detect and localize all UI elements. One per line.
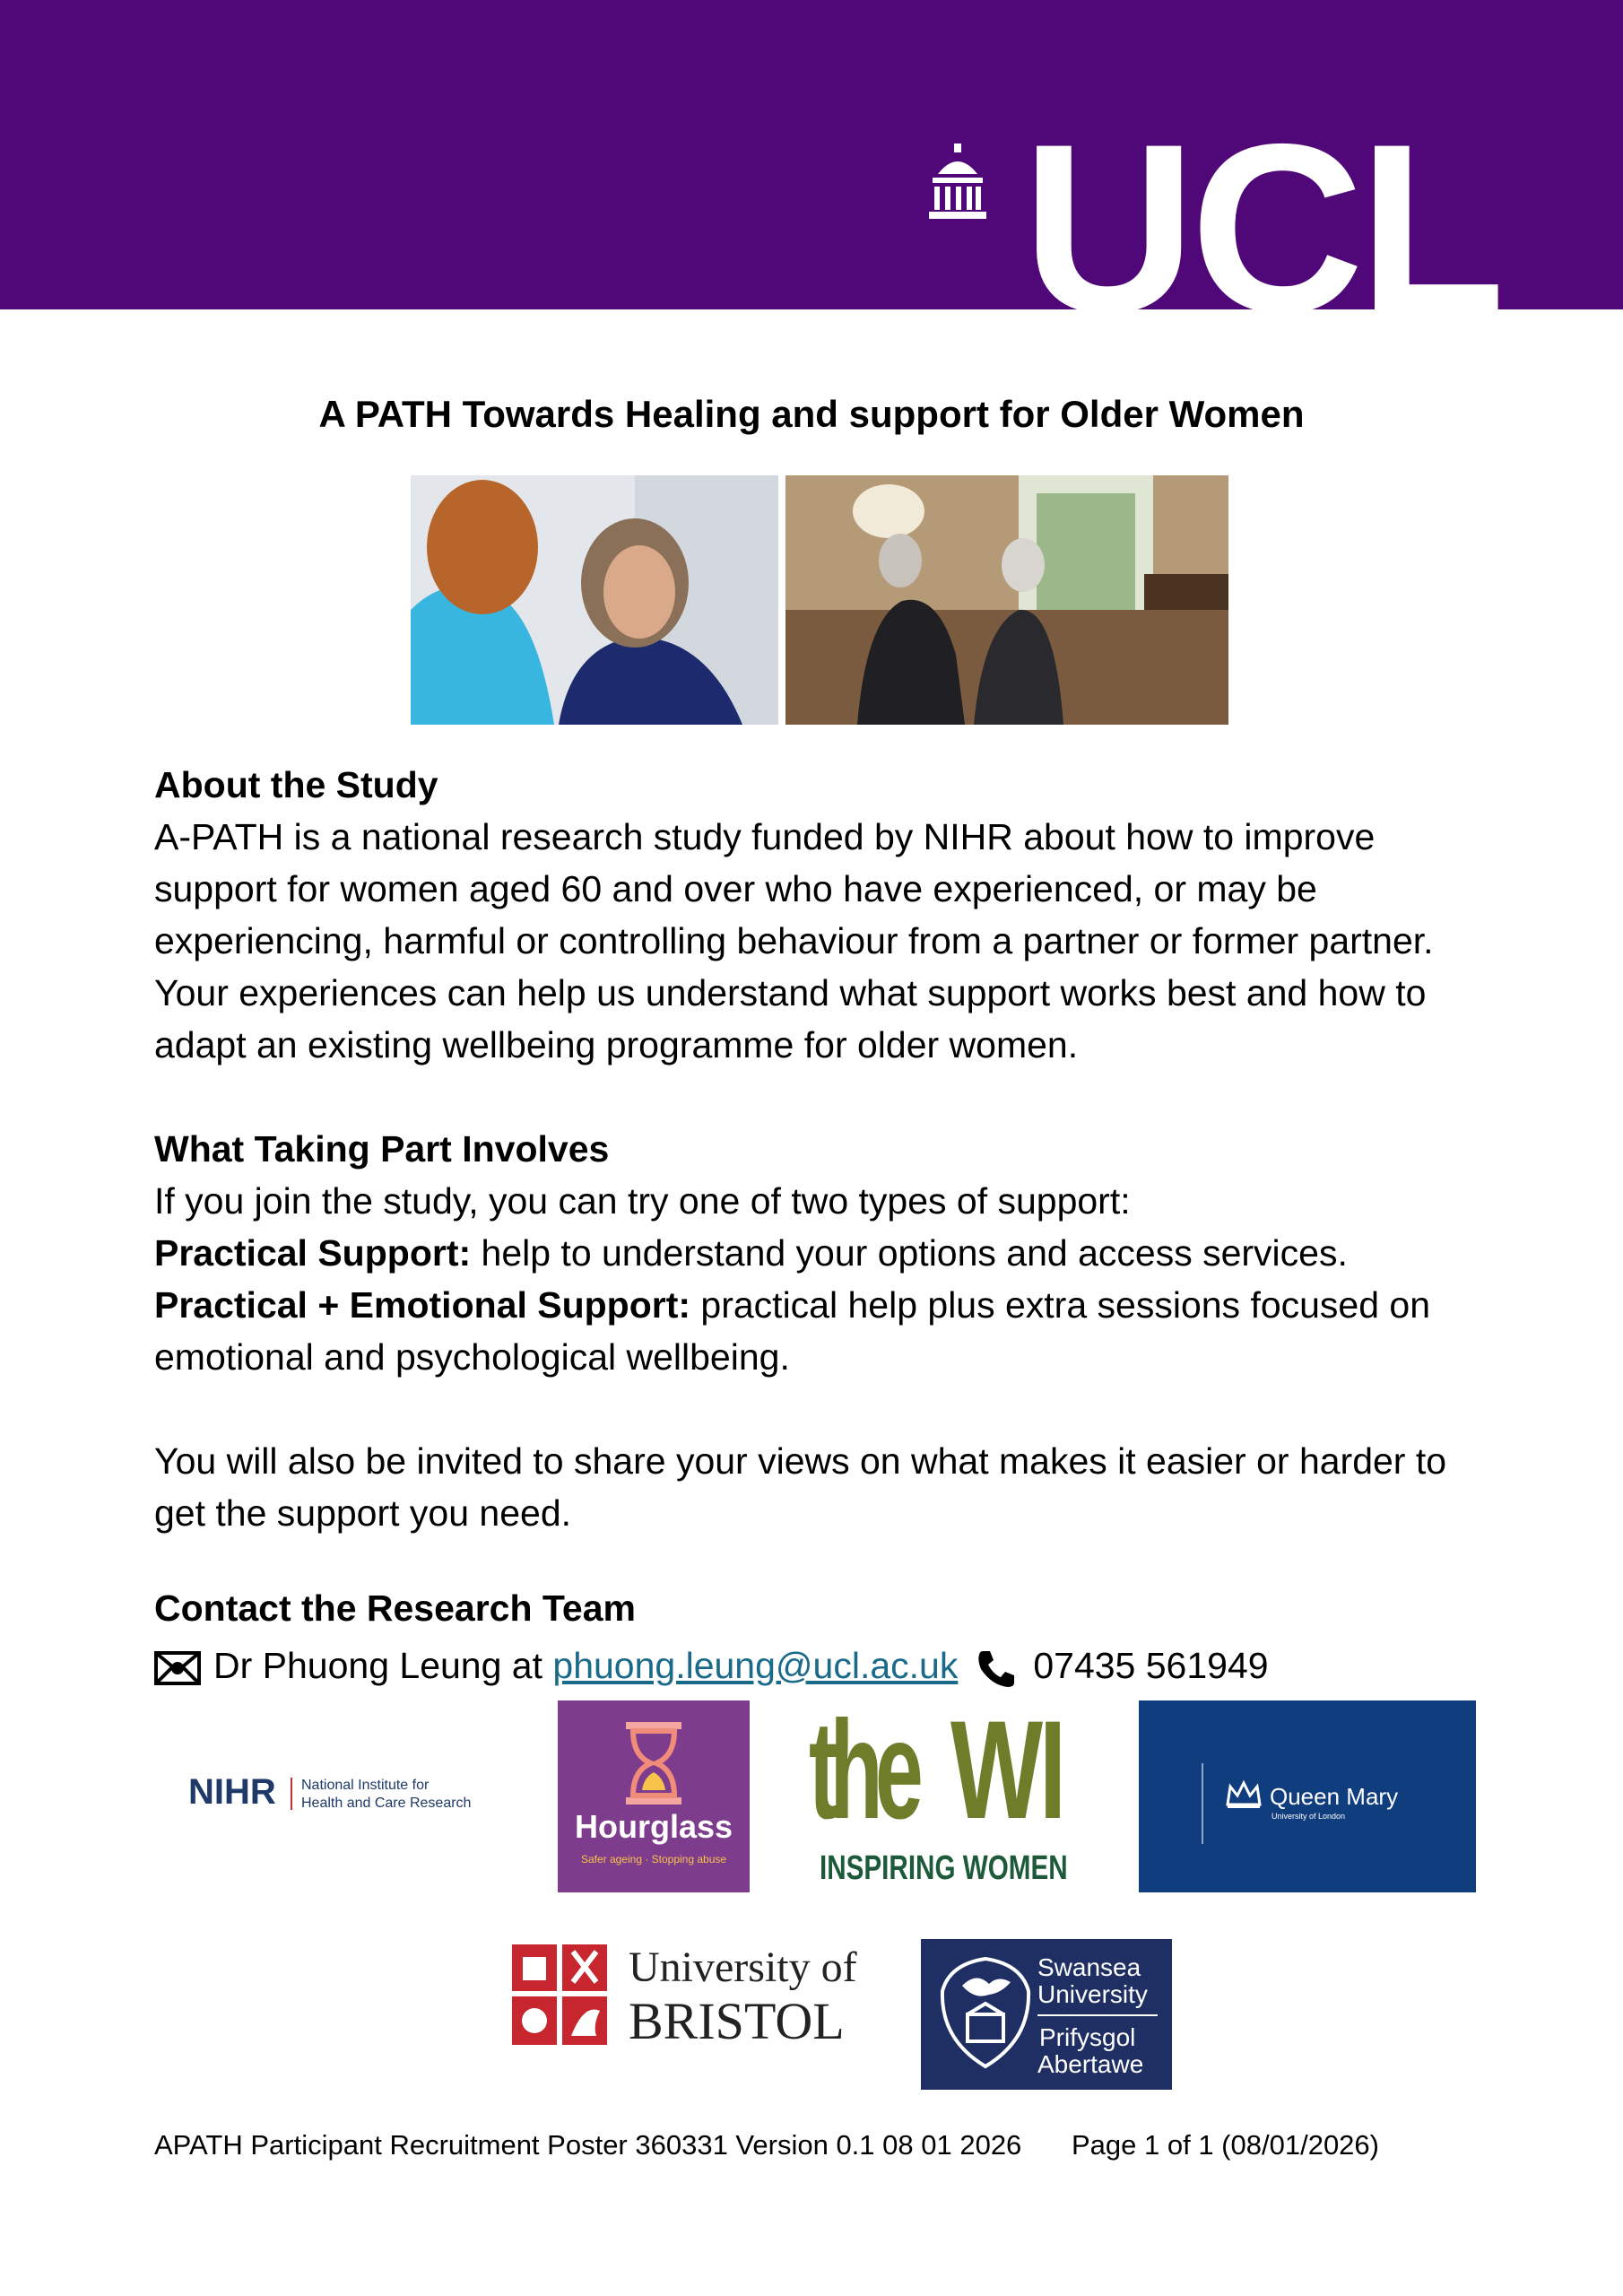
swansea-crest-icon	[935, 1955, 1036, 2070]
bristol-logo	[507, 1939, 883, 2050]
phone-icon	[976, 1648, 1017, 1689]
nihr-logo	[188, 1767, 484, 1830]
contact-section	[154, 1582, 1499, 1634]
wi-logo-the: the	[809, 1692, 916, 1848]
footer-page: Page 1 of 1 (08/01/2026)	[1072, 2129, 1379, 2161]
option-practical-text: help to understand your options and access services.	[471, 1232, 1348, 1274]
photo-two-women-talking	[785, 475, 1228, 725]
ucl-portico-icon	[925, 144, 990, 221]
queen-mary-logo	[1139, 1700, 1476, 1892]
about-body: A-PATH is a national research study funded by NIHR about how to improve support for women aged 60 and over who have experienced, or may be experiencing, harmful or controlling behaviour from a partner or former partner. Your experiences can help us understand what support works best and how to adapt an existing wellbeing programme for older women.	[154, 816, 1434, 1065]
crown-icon	[1225, 1779, 1263, 1810]
involves-heading: What Taking Part Involves	[154, 1128, 610, 1170]
option-practical	[154, 1227, 1499, 1279]
swansea-logo	[921, 1939, 1172, 2090]
bristol-line2: BRISTOL	[629, 1992, 845, 2050]
bristol-line1: University of	[629, 1944, 857, 1991]
views-text: You will also be invited to share your views on what makes it easier or harder to get the support you need.	[154, 1440, 1447, 1534]
ucl-logo-text: UCL	[1022, 93, 1500, 362]
queen-mary-divider	[1202, 1763, 1203, 1844]
contact-heading: Contact the Research Team	[154, 1587, 636, 1629]
swansea-line3: Prifysgol	[1039, 2023, 1136, 2051]
swansea-line1: Swansea	[1037, 1953, 1141, 1981]
option-practical-label: Practical Support:	[154, 1232, 472, 1274]
option-emotional-text: practical help plus extra sessions focused on emotional and psychological wellbeing.	[154, 1284, 1431, 1378]
nihr-logo-short: NIHR	[188, 1772, 276, 1812]
queen-mary-name: Queen Mary	[1270, 1783, 1399, 1810]
footer-version: APATH Participant Recruitment Poster 360331 Version 0.1 08 01 2026	[154, 2129, 1022, 2161]
hourglass-icon	[622, 1720, 685, 1806]
queen-mary-subtitle: University of London	[1271, 1812, 1346, 1821]
header-banner	[0, 0, 1623, 362]
hourglass-logo	[558, 1700, 750, 1892]
contact-phone: 07435 561949	[1033, 1645, 1269, 1686]
contact-line	[154, 1639, 1269, 1692]
wi-logo	[807, 1692, 1085, 1892]
poster-title: A PATH Towards Healing and support for Older Women	[318, 393, 1305, 435]
wi-logo-wi: WI	[950, 1692, 1063, 1848]
about-heading: About the Study	[154, 764, 438, 805]
option-emotional	[154, 1279, 1499, 1383]
hourglass-tagline: Safer ageing · Stopping abuse	[580, 1853, 727, 1866]
swansea-divider	[1037, 2014, 1158, 2016]
wi-logo-tagline: INSPIRING WOMEN	[820, 1849, 1068, 1887]
nihr-logo-line1: National Institute for	[301, 1778, 430, 1793]
nihr-logo-line2: Health and Care Research	[301, 1796, 472, 1811]
nihr-divider	[291, 1778, 292, 1810]
hourglass-name: Hourglass	[574, 1808, 733, 1845]
envelope-icon	[154, 1651, 201, 1685]
contact-email-link[interactable]: phuong.leung@ucl.ac.uk	[552, 1645, 959, 1686]
option-emotional-label: Practical + Emotional Support:	[154, 1284, 691, 1326]
swansea-line4: Abertawe	[1037, 2050, 1144, 2078]
involves-intro: If you join the study, you can try one of two types of support:	[154, 1180, 1131, 1222]
involves-section	[154, 1123, 1499, 1539]
photo-nurse-with-woman	[411, 475, 778, 725]
bristol-crest-icon	[507, 1939, 612, 2050]
about-section	[154, 759, 1499, 1071]
contact-name: Dr Phuong Leung at	[213, 1645, 553, 1686]
swansea-line2: University	[1037, 1980, 1148, 2008]
